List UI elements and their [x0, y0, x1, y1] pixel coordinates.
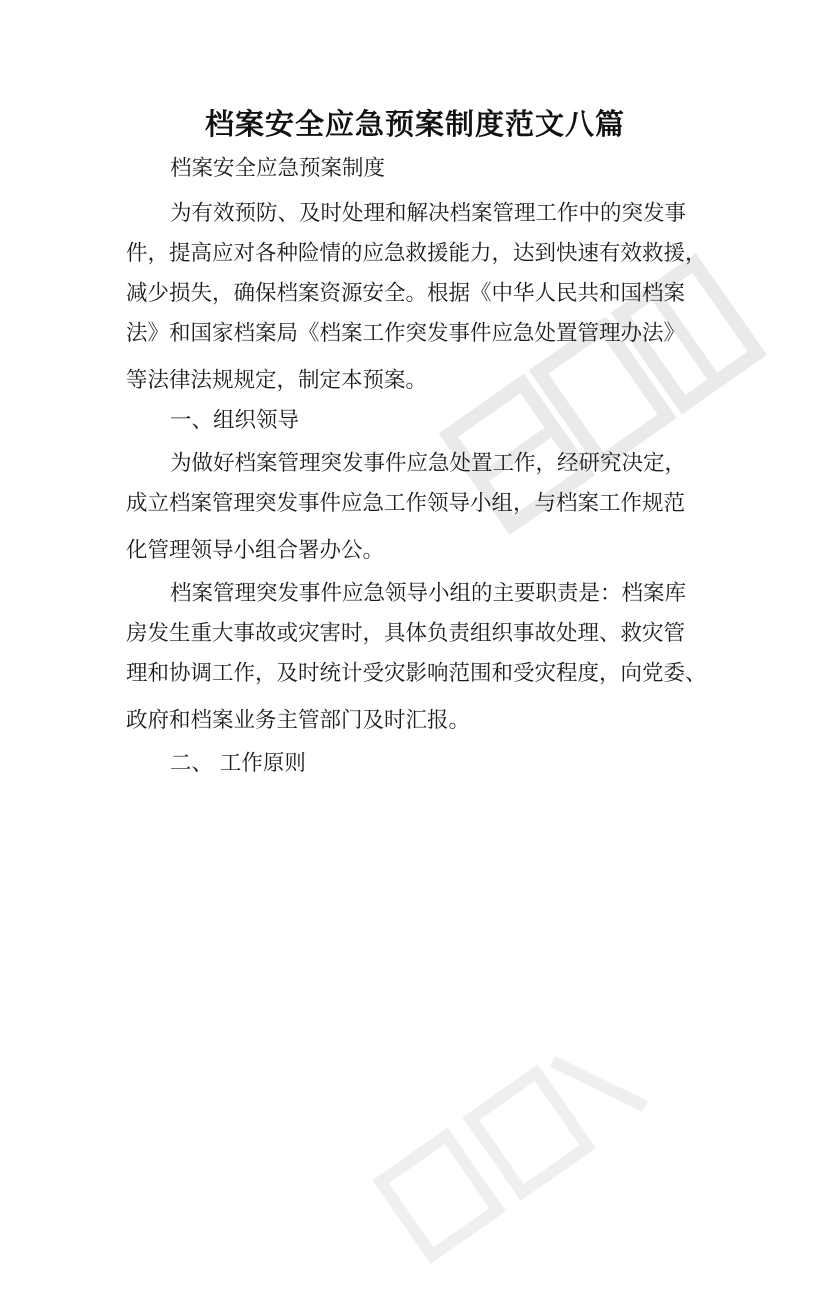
paragraph-line: 房发生重大事故或灾害时，具体负责组织事故处理、救灾管	[126, 621, 686, 646]
section-heading: 一、组织领导	[170, 408, 300, 433]
paragraph-line: 等法律法规规定，制定本预案。	[126, 368, 428, 393]
paragraph-line: 为有效预防、及时处理和解决档案管理工作中的突发事	[170, 201, 687, 226]
paragraph-line: 政府和档案业务主管部门及时汇报。	[126, 708, 471, 733]
paragraph-line: 化管理领导小组合署办公。	[126, 538, 385, 563]
watermark-mark-icon	[341, 988, 679, 1291]
subtitle-line: 档案安全应急预案制度	[170, 156, 386, 181]
document-title: 档案安全应急预案制度范文八篇	[204, 107, 625, 141]
section-heading: 二、 工作原则	[170, 751, 306, 776]
paragraph-line: 成立档案管理突发事件应急工作领导小组，与档案工作规范	[126, 491, 686, 516]
paragraph-line: 档案管理突发事件应急领导小组的主要职责是：档案库	[170, 581, 687, 606]
paragraph-line: 法》和国家档案局《档案工作突发事件应急处置管理办法》	[126, 321, 686, 346]
paragraph-line: 理和协调工作，及时统计受灾影响范围和受灾程度，向党委、	[126, 661, 707, 686]
paragraph-line: 为做好档案管理突发事件应急处置工作，经研究决定，	[170, 451, 687, 476]
paragraph-line: 减少损失，确保档案资源安全。根据《中华人民共和国档案	[126, 281, 686, 306]
paragraph-line: 件，提高应对各种险情的应急救援能力，达到快速有效救援，	[126, 241, 707, 266]
